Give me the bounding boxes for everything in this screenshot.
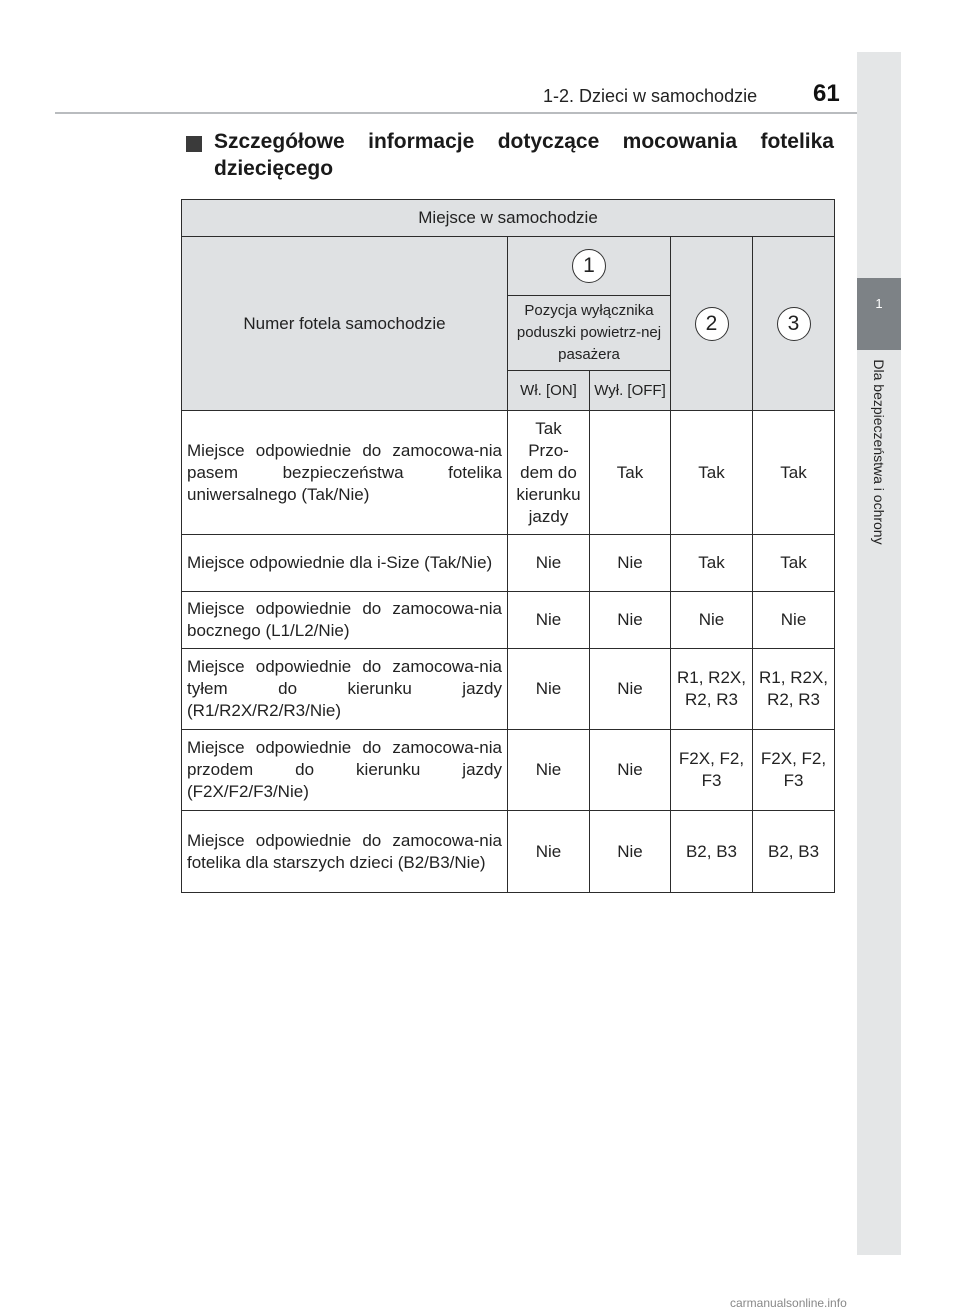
row-label: Miejsce odpowiednie dla i-Size (Tak/Nie) [182,535,508,592]
cell: Nie [590,649,671,730]
cell: Tak [753,411,835,535]
square-bullet-icon [186,136,202,152]
table-row [182,649,835,730]
cell: Tak Przo-dem do kierunku jazdy [508,411,590,535]
seat-1-circle: 1 [572,249,606,283]
cell: Tak [753,535,835,592]
cell: B2, B3 [753,811,835,893]
chapter-sidebar [857,52,901,1255]
row-label: Miejsce odpowiednie do zamocowa-nia pasem bezpieczeństwa fotelika uniwersalnego (Tak/Nie) [182,411,508,535]
cell: Nie [590,535,671,592]
cell: B2, B3 [671,811,753,893]
cell: Nie [671,592,753,649]
cell: Nie [753,592,835,649]
section-heading [214,128,834,182]
cell: F2X, F2, F3 [671,730,753,811]
row-label: Miejsce odpowiednie do zamocowa-nia fotelika dla starszych dzieci (B2/B3/Nie) [182,811,508,893]
child-seat-table [181,199,835,893]
watermark: carmanualsonline.info [730,1296,847,1310]
cell: R1, R2X, R2, R3 [671,649,753,730]
cell: Nie [508,649,590,730]
cell: Tak [590,411,671,535]
switch-off-header: Wył. [OFF] [590,371,671,411]
table-row [182,592,835,649]
cell: Nie [508,592,590,649]
heading-line-2: dziecięcego [214,157,334,180]
seat-number-header: Numer fotela samochodzie [182,237,508,411]
heading-word: dotyczące [497,130,600,153]
page-number: 61 [813,80,840,107]
cell: R1, R2X, R2, R3 [753,649,835,730]
table-row [182,730,835,811]
cell: F2X, F2, F3 [753,730,835,811]
table-row [182,411,835,535]
chapter-number: 1 [875,296,883,311]
seat-2-header [671,237,753,411]
seat-3-circle: 3 [777,307,811,341]
seat-2-circle: 2 [695,307,729,341]
cell: Nie [590,592,671,649]
airbag-switch-header: Pozycja wyłącznika poduszki powietrz-nej pasażera [508,296,671,371]
seat-location-header: Miejsce w samochodzie [182,200,835,237]
cell: Nie [590,730,671,811]
heading-word: fotelika [760,130,834,153]
cell: Tak [671,411,753,535]
heading-word: mocowania [622,130,738,153]
chapter-title: Dla bezpieczeństwa i ochrony [871,359,887,545]
chapter-tab[interactable] [857,278,901,350]
switch-on-header: Wł. [ON] [508,371,590,411]
table-row [182,811,835,893]
row-label: Miejsce odpowiednie do zamocowa-nia tyłem do kierunku jazdy (R1/R2X/R2/R3/Nie) [182,649,508,730]
cell: Nie [590,811,671,893]
seat-3-header [753,237,835,411]
cell: Nie [508,730,590,811]
cell: Tak [671,535,753,592]
header-rule [55,112,900,114]
seat-1-header [508,237,671,296]
cell: Nie [508,535,590,592]
cell: Nie [508,811,590,893]
row-label: Miejsce odpowiednie do zamocowa-nia przodem do kierunku jazdy (F2X/F2/F3/Nie) [182,730,508,811]
section-title: 1-2. Dzieci w samochodzie [543,86,758,106]
table-row [182,535,835,592]
heading-word: informacje [368,130,475,153]
row-label: Miejsce odpowiednie do zamocowa-nia bocznego (L1/L2/Nie) [182,592,508,649]
heading-word: Szczegółowe [214,130,345,153]
